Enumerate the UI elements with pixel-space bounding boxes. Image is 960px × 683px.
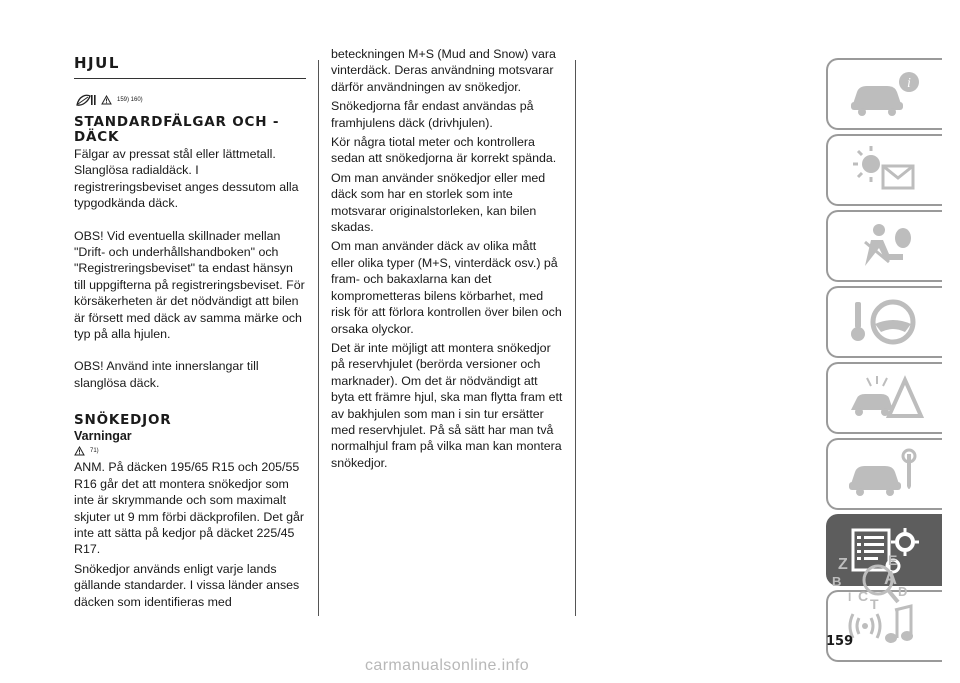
rims-heading: STANDARDFÄLGAR OCH -DÄCK bbox=[74, 114, 280, 145]
svg-text:i: i bbox=[907, 76, 911, 91]
index-letter: E bbox=[888, 552, 898, 568]
light-envelope-icon bbox=[845, 142, 925, 198]
car-info-icon bbox=[845, 66, 925, 122]
index-letter: I bbox=[848, 590, 852, 604]
breakdown-triangle-icon bbox=[845, 370, 925, 426]
key-steering-wheel-icon bbox=[845, 294, 925, 350]
tab-vehicle-info[interactable] bbox=[826, 58, 942, 130]
chains-paragraph-7: Det är inte möjligt att montera snökedjor på reservhjulet (berörda versioner och marknader). Om det är nödvändigt att byta ett främre hjul, ska man flytta fram ett av bakhjulen som man i sin tur ersätter med reservhjulet. På så sätt har man två normalhjul fram på vilka man kan montera snökedjor. bbox=[331, 340, 563, 470]
index-letter: D bbox=[898, 584, 908, 599]
column-divider bbox=[318, 60, 319, 616]
chains-paragraph-6: Om man använder däck av olika mått eller olika typer (M+S, vinterdäck osv.) på fram- och bakaxlarna kan det komprometteras bilens körbarhet, med risk för att förlora kontrollen över bilen och orsaka olyckor. bbox=[331, 239, 562, 336]
index-letter: T bbox=[870, 596, 879, 612]
chains-warning-row bbox=[74, 445, 306, 457]
tab-maintenance[interactable] bbox=[826, 438, 942, 510]
chains-paragraph-4: Kör några tiotal meter och kontrollera sedan att snökedjorna är korrekt spända. bbox=[331, 135, 557, 166]
page-number: 159 bbox=[826, 634, 854, 649]
chains-heading: SNÖKEDJOR bbox=[74, 412, 172, 429]
warning-triangle-icon bbox=[74, 446, 85, 456]
index-letter: C bbox=[858, 588, 869, 604]
tab-safety[interactable] bbox=[826, 210, 942, 282]
warning-icons-row bbox=[74, 91, 306, 109]
seat-airbag-icon bbox=[845, 218, 925, 274]
car-wrench-icon bbox=[845, 446, 925, 502]
section-title: HJUL bbox=[74, 54, 120, 72]
watermark: carmanualsonline.info bbox=[365, 657, 530, 674]
chains-subheading: Varningar bbox=[74, 429, 132, 444]
rims-paragraph-2: OBS! Vid eventuella skillnader mellan "Drift- och underhållshandboken" och "Registreringsbeviset" ta endast hänsyn till uppgifterna på registreringsbeviset. För körsäkerheten är det nödvändigt att bilen är försett med däck av samma märke och typ på alla hjulen. bbox=[74, 228, 305, 342]
chains-paragraph-5: Om man använder snökedjor eller med däck som har en storlek som inte motsvarar originalstorleken, kan bilen skadas. bbox=[331, 170, 546, 235]
left-column bbox=[74, 48, 306, 610]
rims-paragraph-1: Fälgar av pressat stål eller lättmetall. Slanglösa radialdäck. I registreringsbeviset anges dessutom alla typgodkända däck. bbox=[74, 147, 299, 211]
chains-paragraph-3: Snökedjorna får endast användas på framhjulens däck (drivhjulen). bbox=[331, 99, 534, 130]
tab-dashboard[interactable] bbox=[826, 134, 942, 206]
tab-emergency[interactable] bbox=[826, 362, 942, 434]
title-rule bbox=[74, 78, 306, 79]
warning-triangle-icon bbox=[101, 95, 112, 105]
rims-paragraph-3: OBS! Använd inte innerslangar till slanglösa däck. bbox=[74, 359, 259, 390]
middle-column bbox=[331, 46, 563, 471]
eco-leaf-icon bbox=[74, 92, 98, 108]
index-letter: Z bbox=[838, 556, 848, 573]
chains-paragraph-1: ANM. På däcken 195/65 R15 och 205/55 R16 går det att montera snökedjor som inte är skrymmande och som maximalt skjuter ut 9 mm förbi däckprofilen. Det går inte att sätta på kedjor på däcket 225/45 R17. bbox=[74, 460, 305, 557]
chains-paragraph-2-continued: beteckningen M+S (Mud and Snow) vara vinterdäck. Deras användning motsvarar därför användningen av snökedjor. bbox=[331, 47, 556, 94]
column-divider-right bbox=[575, 60, 576, 616]
index-letter: A bbox=[884, 568, 897, 588]
index-letter: B bbox=[832, 574, 842, 589]
index-letters-graphic[interactable] bbox=[826, 552, 942, 614]
chains-paragraph-2: Snökedjor används enligt varje lands gällande standarder. I vissa länder anses däcken som identifieras med bbox=[74, 561, 300, 609]
chains-warning-ref: 71) bbox=[90, 448, 99, 455]
tab-starting-driving[interactable] bbox=[826, 286, 942, 358]
warning-refs: 159) 160) bbox=[117, 97, 143, 103]
